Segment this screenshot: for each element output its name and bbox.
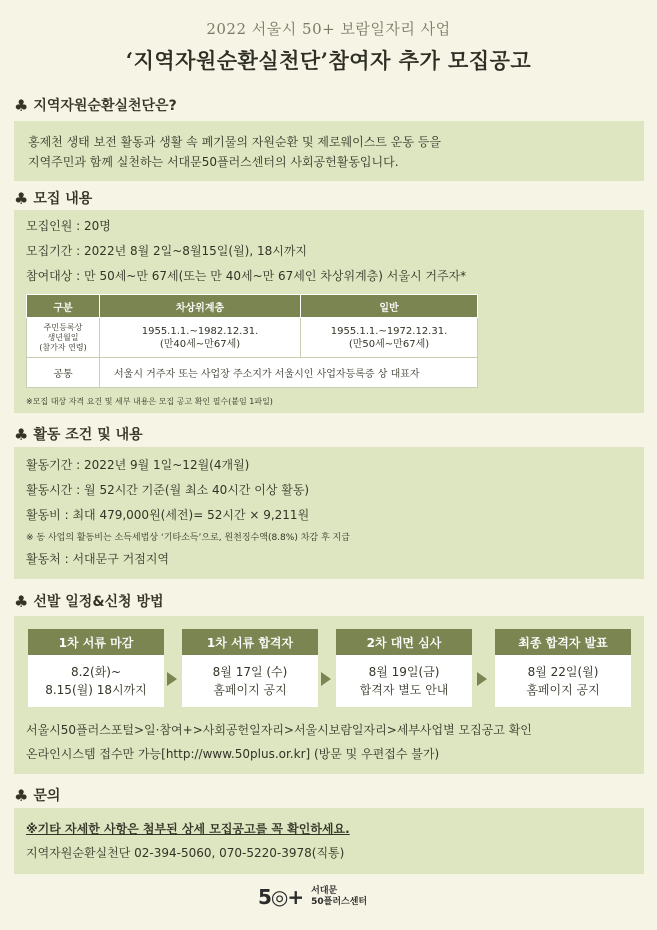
table-cell: 서울시 거주자 또는 사업장 주소지가 서울시인 사업자등록증 상 대표자 [100,358,478,388]
recruit-target: 참여대상 : 만 50세~만 67세(또는 만 40세~만 67세인 차상위계층) 서울시 거주자* [26,269,467,283]
arrow-right-icon [477,672,487,686]
table-header: 구분 [27,295,100,318]
about-line-1: 홍제천 생태 보전 활동과 생활 속 폐기물의 자원순환 및 제로웨이스트 운동 등을 [28,135,441,149]
step-3-body: 8월 19일(금) 합격자 별도 안내 [336,655,472,707]
eligibility-table [26,294,478,388]
schedule-line-2: 온라인시스템 접수만 가능[http://www.50plus.or.kr] (방문 및 우편접수 불가) [26,747,440,761]
footer-logo [258,885,367,909]
section-heading-about: ♣ 지역자원순환실천단은? [14,95,177,115]
table-row [27,318,478,358]
step-1-title: 1차 서류 마감 [28,629,164,655]
table-cell: 공통 [27,358,100,388]
header [0,0,657,75]
club-icon: ♣ [14,785,29,805]
contact-notice: ※기타 자세한 사항은 첨부된 상세 모집공고를 꼭 확인하세요. [26,822,350,836]
club-icon: ♣ [14,188,29,208]
step-4-body: 8월 22일(월) 홈페이지 공지 [495,655,631,707]
activity-pay: 활동비 : 최대 479,000원(세전)= 52시간 × 9,211원 [26,508,310,522]
contact-box [14,808,644,874]
about-box [14,121,644,181]
table-cell: 주민등록상 생년월일 (참가자 연령) [27,318,100,358]
club-icon: ♣ [14,95,29,115]
section-heading-activity: ♣ 활동 조건 및 내용 [14,424,143,444]
step-2-body: 8월 17일 (수) 홈페이지 공지 [182,655,318,707]
table-row [27,358,478,388]
logo-text: 서대문 50플러스센터 [311,886,368,907]
club-icon: ♣ [14,424,29,444]
table-header: 차상위계층 [100,295,301,318]
logo-mark: 5◎+ [258,885,304,909]
club-icon: ♣ [14,591,29,611]
page-title: ‘지역자원순환실천단’참여자 추가 모집공고 [125,48,532,73]
step-4-title: 최종 합격자 발표 [495,629,631,655]
table-header: 일반 [301,295,478,318]
activity-box [14,447,644,579]
section-heading-schedule: ♣ 선발 일정&신청 방법 [14,591,164,611]
step-1-body: 8.2(화)~ 8.15(월) 18시까지 [28,655,164,707]
step-2-title: 1차 서류 합격자 [182,629,318,655]
contact-phone: 지역자원순환실천단 02-394-5060, 070-5220-3978(직통) [26,846,345,860]
section-heading-recruit: ♣ 모집 내용 [14,188,93,208]
recruit-count: 모집인원 : 20명 [26,219,111,233]
activity-period: 활동기간 : 2022년 9월 1일~12월(4개월) [26,458,250,472]
activity-note: ※ 동 사업의 활동비는 소득세법상 ‘기타소득’으로, 원천징수액(8.8%) 차감 후 지급 [26,533,350,543]
arrow-right-icon [321,672,331,686]
about-line-2: 지역주민과 함께 실천하는 서대문50플러스센터의 사회공헌활동입니다. [28,155,399,169]
section-heading-contact: ♣ 문의 [14,785,61,805]
activity-place: 활동처 : 서대문구 거점지역 [26,552,169,566]
step-3-title: 2차 대면 심사 [336,629,472,655]
table-cell: 1955.1.1.~1972.12.31. (만50세~만67세) [301,318,478,358]
activity-hours: 활동시간 : 월 52시간 기준(월 최소 40시간 이상 활동) [26,483,310,497]
schedule-line-1: 서울시50플러스포털>일·참여+>사회공헌일자리>서울시보람일자리>세부사업별 모집공고 확인 [26,723,532,737]
table-cell: 1955.1.1.~1982.12.31. (만40세~만67세) [100,318,301,358]
recruit-box [14,210,644,413]
subtitle: 2022 서울시 50+ 보람일자리 사업 [206,20,451,38]
recruit-note: ※모집 대상 자격 요건 및 세부 내용은 모집 공고 확인 필수(붙임 1파일) [26,397,273,406]
recruit-period: 모집기간 : 2022년 8월 2일~8월15일(월), 18시까지 [26,244,308,258]
arrow-right-icon [167,672,177,686]
